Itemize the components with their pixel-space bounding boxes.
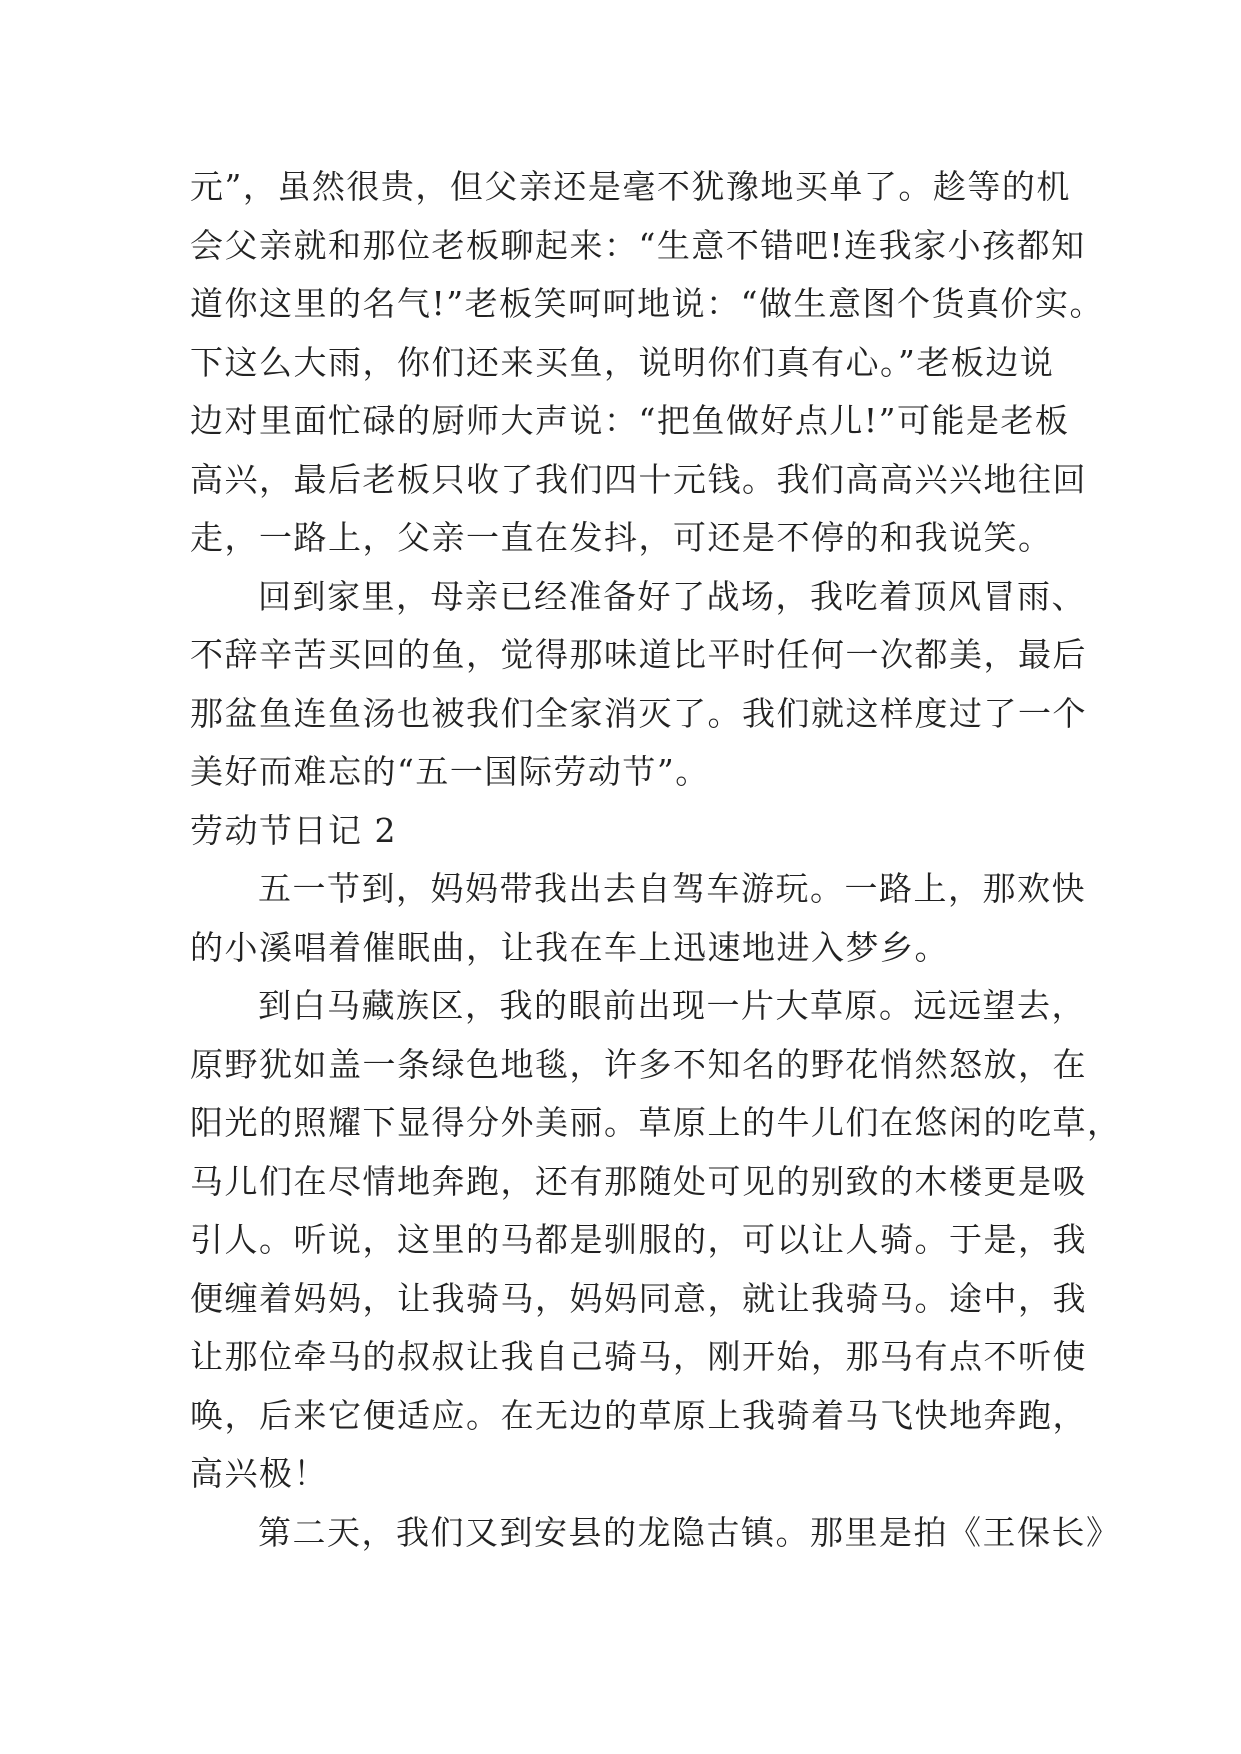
- text-line: 的小溪唱着催眠曲，让我在车上迅速地进入梦乡。: [190, 927, 949, 967]
- text-line: 下这么大雨，你们还来买鱼，说明你们真有心。”老板边说: [190, 342, 1055, 382]
- text-line: 唤，后来它便适应。在无边的草原上我骑着马飞快地奔跑，: [190, 1395, 1087, 1435]
- text-line: 马儿们在尽情地奔跑，还有那随处可见的别致的木楼更是吸: [190, 1161, 1087, 1201]
- text-line: 阳光的照耀下显得分外美丽。草原上的牛儿们在悠闲的吃草，: [190, 1103, 1122, 1142]
- paragraph-start-line: 回到家里，母亲已经准备好了战场，我吃着顶风冒雨、: [258, 576, 1086, 616]
- text-line: 那盆鱼连鱼汤也被我们全家消灭了。我们就这样度过了一个: [190, 693, 1087, 733]
- text-line: 高兴，最后老板只收了我们四十元钱。我们高高兴兴地往回: [190, 459, 1087, 499]
- text-line: 不辞辛苦买回的鱼，觉得那味道比平时任何一次都美，最后: [190, 635, 1087, 674]
- text-line: 引人。听说，这里的马都是驯服的，可以让人骑。于是，我: [190, 1220, 1087, 1259]
- document-body: [190, 158, 1122, 1562]
- text-line: 走，一路上，父亲一直在发抖，可还是不停的和我说笑。: [190, 518, 1053, 557]
- paragraph-start-line: 到白马藏族区，我的眼前出现一片大草原。远远望去，: [258, 986, 1086, 1025]
- text-line: 边对里面忙碌的厨师大声说：“把鱼做好点儿!”可能是老板: [190, 401, 1070, 440]
- text-line: 会父亲就和那位老板聊起来：“生意不错吧!连我家小孩都知: [190, 225, 1086, 265]
- text-line: 原野犹如盖一条绿色地毯，许多不知名的野花悄然怒放，在: [190, 1044, 1087, 1084]
- text-line: 高兴极！: [190, 1454, 328, 1493]
- text-line: 让那位牵马的叔叔让我自己骑马，刚开始，那马有点不听使: [190, 1337, 1087, 1376]
- paragraph-start-line: 五一节到，妈妈带我出去自驾车游玩。一路上，那欢快: [258, 869, 1086, 908]
- text-line: 便缠着妈妈，让我骑马，妈妈同意，就让我骑马。途中，我: [190, 1278, 1087, 1318]
- text-line: 美好而难忘的“五一国际劳动节”。: [190, 752, 710, 791]
- text-line: 元”，虽然很贵，但父亲还是毫不犹豫地买单了。趁等的机: [190, 167, 1071, 206]
- section-heading: 劳动节日记 2: [190, 810, 397, 850]
- paragraph-start-line: 第二天，我们又到安县的龙隐古镇。那里是拍《王保长》: [258, 1512, 1121, 1552]
- text-line: 道你这里的名气!”老板笑呵呵地说：“做生意图个货真价实。: [190, 284, 1105, 323]
